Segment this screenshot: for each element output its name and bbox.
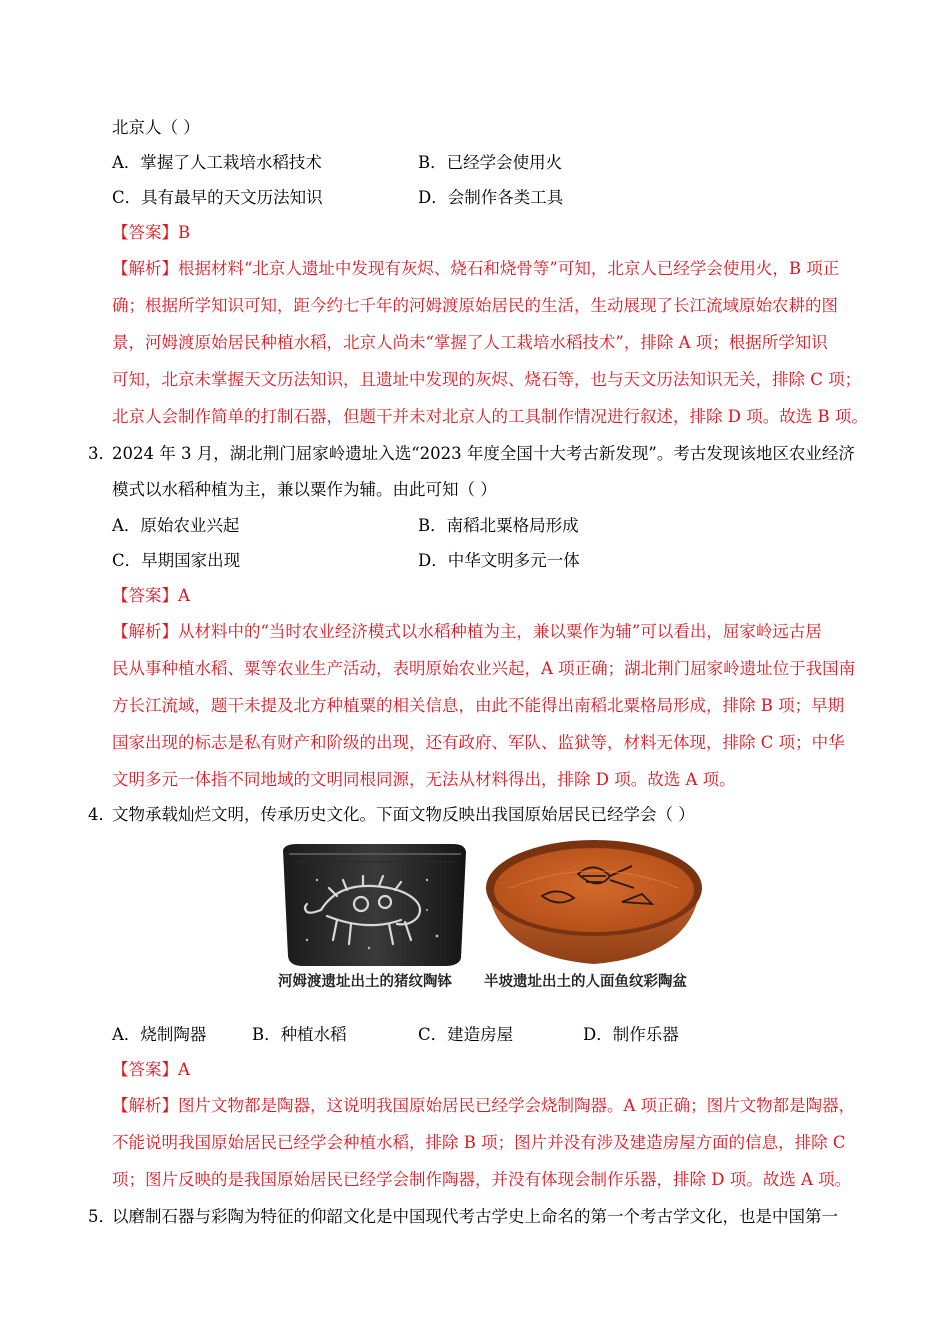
human-face-fish-basin-image <box>482 836 706 968</box>
q4-option-c: C．建造房屋 <box>418 1025 514 1044</box>
q2-analysis-line: 【解析】根据材料“北京人遗址中发现有灰烬、烧石和烧骨等”可知，北京人已经学会使用火，B 项正 <box>112 259 840 278</box>
q4-option-d: D．制作乐器 <box>583 1025 679 1044</box>
q5-stem: 以磨制石器与彩陶为特征的仰韶文化是中国现代考古学史上命名的第一个考古学文化，也是中国第一 <box>112 1207 838 1226</box>
q4-answer: 【答案】A <box>112 1060 190 1079</box>
figure-caption-right: 半坡遗址出土的人面鱼纹彩陶盆 <box>484 974 687 990</box>
figure-caption-left: 河姆渡遗址出土的猪纹陶钵 <box>278 974 452 990</box>
q4-option-b: B．种植水稻 <box>252 1025 347 1044</box>
q3-analysis-line: 方长江流域，题干未提及北方种植粟的相关信息，由此不能得出南稻北粟格局形成，排除 B 项；早期 <box>112 696 845 715</box>
q3-stem-line: 2024 年 3 月，湖北荆门屈家岭遗址入选“2023 年度全国十大考古新发现”。考古发现该地区农业经济 <box>112 444 855 463</box>
q3-analysis-line: 国家出现的标志是私有财产和阶级的出现，还有政府、军队、监狱等，材料无体现，排除 C 项；中华 <box>112 733 845 752</box>
q3-option-c: C．早期国家出现 <box>112 551 241 570</box>
q4-analysis-line: 项；图片反映的是我国原始居民已经学会制作陶器，并没有体现会制作乐器，排除 D 项。故选 A 项。 <box>112 1170 852 1189</box>
q2-option-c: C．具有最早的天文历法知识 <box>112 188 323 207</box>
q2-analysis-line: 可知，北京未掌握天文历法知识，且遗址中发现的灰烬、烧石等，也与天文历法知识无关，排除 C 项； <box>112 370 862 389</box>
q3-answer: 【答案】A <box>112 586 190 605</box>
q3-option-d: D．中华文明多元一体 <box>418 551 580 570</box>
q2-stem-tail: 北京人（ ） <box>112 118 200 137</box>
q3-analysis-line: 文明多元一体指不同地域的文明同根同源，无法从材料得出，排除 D 项。故选 A 项。 <box>112 770 736 789</box>
q2-analysis-line: 确；根据所学知识可知，距今约七千年的河姆渡原始居民的生活，生动展现了长江流域原始农耕的图 <box>112 296 838 315</box>
q4-analysis-line: 【解析】图片文物都是陶器，这说明我国原始居民已经学会烧制陶器。A 项正确；图片文物都是陶器， <box>112 1096 856 1115</box>
q3-stem-line: 模式以水稻种植为主，兼以粟作为辅。由此可知（ ） <box>112 480 497 499</box>
q4-figure <box>272 836 706 996</box>
q2-option-b: B．已经学会使用火 <box>418 153 563 172</box>
q4-number: 4． <box>88 805 115 824</box>
q4-analysis-line: 不能说明我国原始居民已经学会种植水稻，排除 B 项；图片并没有涉及建造房屋方面的信息，排除 C <box>112 1133 846 1152</box>
q3-option-a: A．原始农业兴起 <box>112 516 240 535</box>
q3-analysis-line: 【解析】从材料中的“当时农业经济模式以水稻种植为主，兼以粟作为辅”可以看出，屈家岭远古居 <box>112 622 822 641</box>
q2-analysis-line: 北京人会制作简单的打制石器，但题干并未对北京人的工具制作情况进行叙述，排除 D 项。故选 B 项。 <box>112 407 868 426</box>
q2-option-d: D．会制作各类工具 <box>418 188 564 207</box>
q3-analysis-line: 民从事种植水稻、粟等农业生产活动，表明原始农业兴起，A 项正确；湖北荆门屈家岭遗址位于我国南 <box>112 659 856 678</box>
q4-stem: 文物承载灿烂文明，传承历史文化。下面文物反映出我国原始居民已经学会（ ） <box>112 805 695 824</box>
q5-number: 5． <box>88 1207 115 1226</box>
q2-analysis-line: 景，河姆渡原始居民种植水稻，北京人尚未“掌握了人工栽培水稻技术”，排除 A 项；根据所学知识 <box>112 333 828 352</box>
q2-answer: 【答案】B <box>112 223 191 242</box>
pig-pattern-bowl-image <box>277 840 471 968</box>
q4-option-a: A．烧制陶器 <box>112 1025 207 1044</box>
q3-option-b: B．南稻北粟格局形成 <box>418 516 579 535</box>
q2-option-a: A．掌握了人工栽培水稻技术 <box>112 153 322 172</box>
q3-number: 3． <box>88 444 115 463</box>
